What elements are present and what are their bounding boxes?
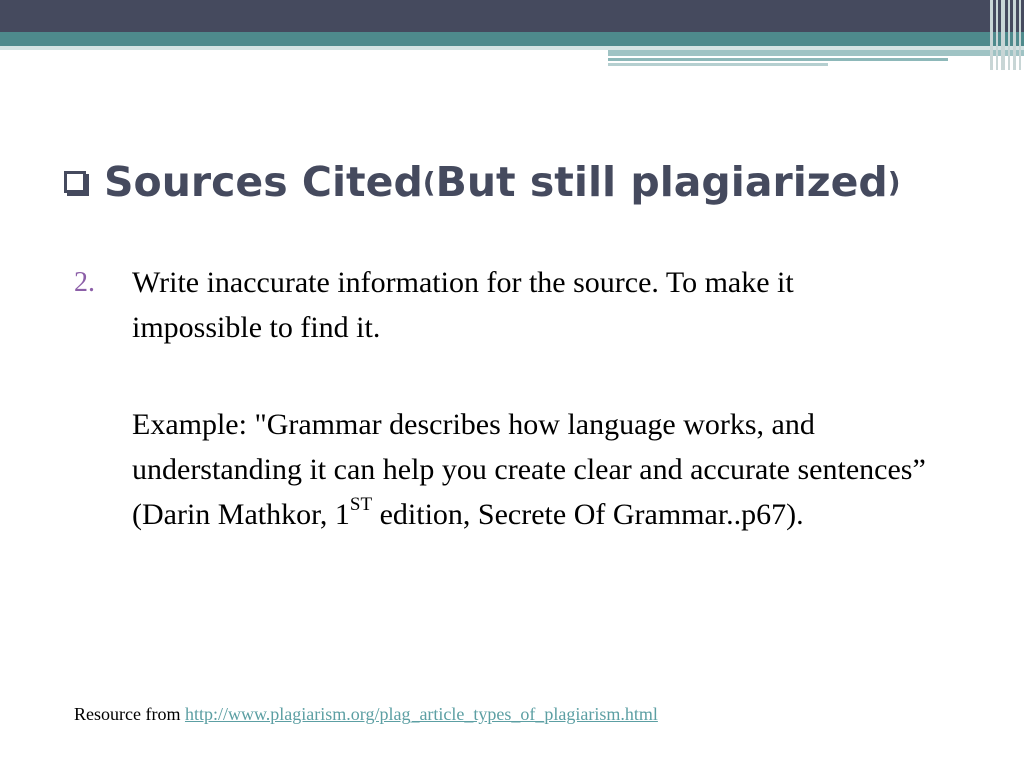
header-vertical-stripes — [990, 0, 1024, 70]
header-accent-line — [608, 63, 828, 66]
header-accent-line — [608, 58, 948, 61]
example-text: Example: "Grammar describes how language works, and understanding it can help you create clear and accurate sentences” (Darin Mathkor, 1 — [132, 408, 926, 531]
list-item-text: Write inaccurate information for the source. To make it impossible to find it. — [132, 266, 794, 344]
example-text-after: edition, Secrete Of Grammar..p67). — [372, 498, 804, 531]
title-sub: But still plagiarized — [435, 158, 888, 206]
header-band-dark — [0, 0, 1024, 32]
checkbox-square-icon — [64, 171, 86, 193]
header-accent-line — [608, 50, 1024, 56]
title-close-paren: ) — [887, 165, 901, 199]
list-item — [74, 260, 954, 350]
title-main: Sources Cited — [104, 158, 423, 206]
header-band-teal — [0, 32, 1024, 46]
example-paragraph — [132, 402, 962, 537]
example-superscript: ST — [349, 493, 373, 515]
resource-footer — [74, 704, 658, 725]
slide-title — [64, 158, 901, 206]
numbered-list — [74, 260, 954, 350]
title-open-paren: ( — [422, 165, 436, 199]
resource-label: Resource from — [74, 704, 185, 724]
resource-link[interactable]: http://www.plagiarism.org/plag_article_types_of_plagiarism.html — [184, 704, 658, 724]
list-item-number: 2. — [74, 267, 95, 298]
